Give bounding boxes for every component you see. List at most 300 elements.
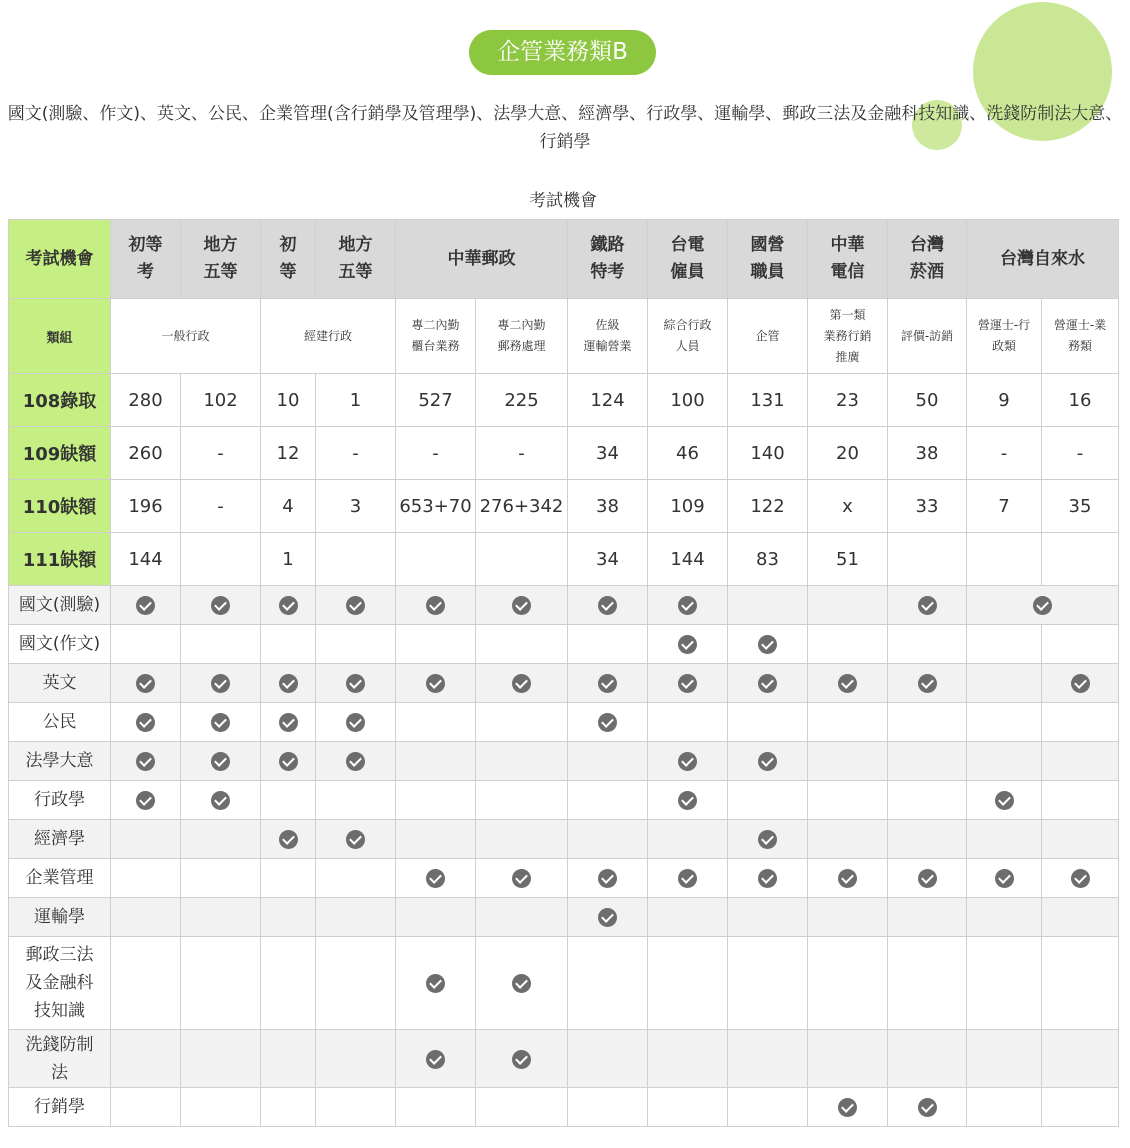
year-value-cell: 140 [728, 427, 808, 480]
subject-check-cell [808, 1030, 888, 1088]
subject-check-cell [476, 1088, 568, 1127]
subject-check-cell [967, 859, 1042, 898]
subject-check-cell [648, 859, 728, 898]
subject-label: 郵政三法 及金融科 技知識 [9, 937, 111, 1030]
subject-check-cell [967, 820, 1042, 859]
year-row [9, 427, 1119, 480]
subject-check-cell [316, 859, 396, 898]
year-label: 110缺額 [9, 480, 111, 533]
subject-check-cell [568, 703, 648, 742]
subject-check-cell [1042, 1088, 1119, 1127]
subject-check-cell [316, 781, 396, 820]
year-value-cell: 16 [1042, 374, 1119, 427]
subject-check-cell [316, 1030, 396, 1088]
subject-check-cell [111, 937, 181, 1030]
subject-check-cell [568, 820, 648, 859]
subject-check-cell [396, 937, 476, 1030]
check-circle-icon [758, 830, 777, 849]
subject-row [9, 664, 1119, 703]
subject-check-cell [728, 820, 808, 859]
subject-check-cell [568, 1030, 648, 1088]
subject-row [9, 859, 1119, 898]
year-value-cell [967, 533, 1042, 586]
subject-check-cell [261, 586, 316, 625]
subject-check-cell [728, 1030, 808, 1088]
exam-header: 國營 職員 [728, 220, 808, 299]
year-value-cell [888, 533, 967, 586]
year-value-cell [476, 533, 568, 586]
year-value-cell: 225 [476, 374, 568, 427]
subject-check-cell [728, 586, 808, 625]
table-caption: 考試機會 [529, 191, 597, 211]
subject-check-cell [476, 859, 568, 898]
subject-check-cell [728, 898, 808, 937]
year-value-cell: 4 [261, 480, 316, 533]
group-label: 類組 [9, 299, 111, 374]
year-value-cell: 7 [967, 480, 1042, 533]
group-cell: 佐級 運輸營業 [568, 299, 648, 374]
year-value-cell: 38 [568, 480, 648, 533]
check-circle-icon [346, 674, 365, 693]
check-circle-icon [211, 713, 230, 732]
subject-check-cell [261, 742, 316, 781]
check-circle-icon [512, 869, 531, 888]
group-row [9, 299, 1119, 374]
subject-check-cell [396, 820, 476, 859]
subject-check-cell [1042, 664, 1119, 703]
check-circle-icon [838, 1098, 857, 1117]
subject-check-cell [648, 898, 728, 937]
subject-check-cell [648, 703, 728, 742]
subject-check-cell [476, 781, 568, 820]
check-circle-icon [995, 791, 1014, 810]
check-circle-icon [918, 674, 937, 693]
subject-check-cell [888, 937, 967, 1030]
year-value-cell: 131 [728, 374, 808, 427]
year-row [9, 480, 1119, 533]
subject-check-cell [1042, 859, 1119, 898]
subject-row [9, 898, 1119, 937]
subject-check-cell [476, 898, 568, 937]
subject-check-cell [1042, 703, 1119, 742]
subject-check-cell [316, 820, 396, 859]
subject-check-cell [1042, 1030, 1119, 1088]
subject-check-cell [181, 1030, 261, 1088]
exam-header-row [9, 220, 1119, 299]
year-value-cell: - [181, 427, 261, 480]
subject-check-cell [888, 625, 967, 664]
subject-check-cell [261, 664, 316, 703]
subject-check-cell [316, 664, 396, 703]
check-circle-icon [598, 869, 617, 888]
check-circle-icon [136, 596, 155, 615]
year-value-cell [1042, 533, 1119, 586]
subject-row [9, 937, 1119, 1030]
check-circle-icon [678, 596, 697, 615]
year-value-cell: 122 [728, 480, 808, 533]
subject-check-cell [967, 1088, 1042, 1127]
subject-check-cell [808, 781, 888, 820]
subject-check-cell [888, 664, 967, 703]
year-value-cell: x [808, 480, 888, 533]
subject-check-cell [568, 742, 648, 781]
subject-check-cell [396, 1030, 476, 1088]
group-cell: 評價-訪銷 [888, 299, 967, 374]
subject-check-cell [181, 586, 261, 625]
subject-check-cell [648, 820, 728, 859]
year-value-cell: 1 [316, 374, 396, 427]
exam-header: 鐵路 特考 [568, 220, 648, 299]
check-circle-icon [211, 752, 230, 771]
subject-check-cell [261, 703, 316, 742]
year-value-cell: 280 [111, 374, 181, 427]
check-circle-icon [918, 596, 937, 615]
year-row [9, 374, 1119, 427]
subject-check-cell [808, 742, 888, 781]
subject-check-cell [1042, 937, 1119, 1030]
year-row [9, 533, 1119, 586]
subject-list: 國文(測驗、作文)、英文、公民、企業管理(含行銷學及管理學)、法學大意、經濟學、行政學、運輸學、郵政三法及金融科技知識、洗錢防制法大意、行銷學 [7, 104, 1123, 152]
subject-check-cell [888, 898, 967, 937]
check-circle-icon [426, 596, 445, 615]
subject-check-cell [111, 625, 181, 664]
check-circle-icon [758, 674, 777, 693]
subject-row [9, 625, 1119, 664]
subject-check-cell [648, 1088, 728, 1127]
subject-check-cell [476, 937, 568, 1030]
year-value-cell [316, 533, 396, 586]
subject-check-cell [316, 898, 396, 937]
subject-check-cell [396, 664, 476, 703]
subject-check-cell [476, 742, 568, 781]
subject-check-cell [111, 1030, 181, 1088]
subject-check-cell [181, 820, 261, 859]
check-circle-icon [1071, 674, 1090, 693]
subject-check-cell [888, 1088, 967, 1127]
check-circle-icon [758, 869, 777, 888]
subject-check-cell [476, 820, 568, 859]
year-value-cell: 34 [568, 533, 648, 586]
exam-header: 台灣自來水 [967, 220, 1119, 299]
subject-check-cell [568, 1088, 648, 1127]
exam-header: 地方 五等 [316, 220, 396, 299]
subject-check-cell [888, 859, 967, 898]
subject-check-cell [1042, 625, 1119, 664]
group-cell: 營運士-行 政類 [967, 299, 1042, 374]
subject-check-cell [568, 586, 648, 625]
subject-check-cell [476, 703, 568, 742]
check-circle-icon [136, 752, 155, 771]
group-cell: 專二內勤 郵務處理 [476, 299, 568, 374]
subject-label: 法學大意 [9, 742, 111, 781]
year-value-cell: 276+342 [476, 480, 568, 533]
check-circle-icon [426, 1050, 445, 1069]
subject-check-cell [396, 703, 476, 742]
subject-check-cell [476, 586, 568, 625]
subject-check-cell [111, 859, 181, 898]
subject-label: 運輸學 [9, 898, 111, 937]
year-value-cell: 10 [261, 374, 316, 427]
year-value-cell: 124 [568, 374, 648, 427]
subject-check-cell [476, 1030, 568, 1088]
subject-row [9, 820, 1119, 859]
subject-check-cell [728, 937, 808, 1030]
subject-check-cell [648, 781, 728, 820]
check-circle-icon [279, 830, 298, 849]
exam-header: 台灣 菸酒 [888, 220, 967, 299]
subject-check-cell [1042, 898, 1119, 937]
subject-check-cell [1042, 742, 1119, 781]
year-value-cell: 35 [1042, 480, 1119, 533]
subject-check-cell [728, 664, 808, 703]
group-cell: 第一類 業務行銷 推廣 [808, 299, 888, 374]
group-cell: 一般行政 [111, 299, 261, 374]
subject-check-cell [568, 625, 648, 664]
check-circle-icon [211, 596, 230, 615]
subject-check-cell [648, 625, 728, 664]
year-value-cell: 20 [808, 427, 888, 480]
year-value-cell: - [316, 427, 396, 480]
subject-check-cell [111, 781, 181, 820]
year-value-cell: 83 [728, 533, 808, 586]
check-circle-icon [995, 869, 1014, 888]
subject-check-cell [648, 586, 728, 625]
year-value-cell: 50 [888, 374, 967, 427]
subject-check-cell [261, 1088, 316, 1127]
exam-header: 台電 僱員 [648, 220, 728, 299]
subject-check-cell [1042, 781, 1119, 820]
year-value-cell: 38 [888, 427, 967, 480]
subject-label: 行銷學 [9, 1088, 111, 1127]
group-cell: 綜合行政 人員 [648, 299, 728, 374]
check-circle-icon [598, 674, 617, 693]
subject-check-cell [568, 664, 648, 703]
year-value-cell: 144 [111, 533, 181, 586]
subject-check-cell [181, 898, 261, 937]
subject-check-cell [648, 664, 728, 703]
year-label: 108錄取 [9, 374, 111, 427]
subject-check-cell [111, 1088, 181, 1127]
subject-check-cell [261, 820, 316, 859]
subject-check-cell [808, 820, 888, 859]
year-value-cell: 12 [261, 427, 316, 480]
subject-check-cell [728, 1088, 808, 1127]
subject-label: 洗錢防制 法 [9, 1030, 111, 1088]
subject-check-cell [808, 625, 888, 664]
subject-check-cell [396, 859, 476, 898]
subject-check-cell [808, 859, 888, 898]
subject-check-cell [728, 859, 808, 898]
subject-check-cell [181, 625, 261, 664]
subject-label: 公民 [9, 703, 111, 742]
check-circle-icon [1033, 596, 1052, 615]
subject-label: 經濟學 [9, 820, 111, 859]
exam-opportunity-table [8, 219, 1119, 1127]
subject-check-cell [728, 781, 808, 820]
check-circle-icon [512, 1050, 531, 1069]
year-value-cell: 46 [648, 427, 728, 480]
subject-check-cell [728, 625, 808, 664]
year-label: 111缺額 [9, 533, 111, 586]
subject-check-cell [396, 898, 476, 937]
check-circle-icon [136, 791, 155, 810]
subject-check-cell [967, 937, 1042, 1030]
check-circle-icon [426, 869, 445, 888]
subject-check-cell [316, 1088, 396, 1127]
subject-check-cell [111, 820, 181, 859]
subject-check-cell [181, 742, 261, 781]
check-circle-icon [512, 974, 531, 993]
check-circle-icon [211, 791, 230, 810]
check-circle-icon [598, 713, 617, 732]
check-circle-icon [758, 752, 777, 771]
check-circle-icon [346, 752, 365, 771]
subject-check-cell [316, 937, 396, 1030]
subject-check-cell [396, 1088, 476, 1127]
subject-check-cell [1042, 820, 1119, 859]
check-circle-icon [678, 674, 697, 693]
year-value-cell: 527 [396, 374, 476, 427]
exam-header: 中華 電信 [808, 220, 888, 299]
subject-check-cell [316, 586, 396, 625]
subject-check-cell [181, 664, 261, 703]
year-value-cell [396, 533, 476, 586]
subject-check-cell [888, 703, 967, 742]
check-circle-icon [918, 869, 937, 888]
subject-check-cell [568, 781, 648, 820]
check-circle-icon [426, 674, 445, 693]
subject-check-cell [111, 664, 181, 703]
subject-label: 企業管理 [9, 859, 111, 898]
subject-check-cell [648, 742, 728, 781]
subject-check-cell [888, 781, 967, 820]
year-value-cell: 51 [808, 533, 888, 586]
subject-label: 英文 [9, 664, 111, 703]
corner-label: 考試機會 [9, 220, 111, 299]
check-circle-icon [346, 713, 365, 732]
year-value-cell: 109 [648, 480, 728, 533]
year-value-cell: 144 [648, 533, 728, 586]
subject-check-cell [888, 820, 967, 859]
year-value-cell: - [181, 480, 261, 533]
check-circle-icon [211, 674, 230, 693]
year-value-cell: - [396, 427, 476, 480]
subject-check-cell [967, 781, 1042, 820]
check-circle-icon [346, 596, 365, 615]
check-circle-icon [918, 1098, 937, 1117]
subject-check-cell [728, 742, 808, 781]
subject-check-cell [808, 1088, 888, 1127]
subject-check-cell [967, 898, 1042, 937]
year-value-cell: 1 [261, 533, 316, 586]
exam-header: 地方 五等 [181, 220, 261, 299]
year-value-cell: 653+70 [396, 480, 476, 533]
subject-check-cell [396, 781, 476, 820]
check-circle-icon [838, 674, 857, 693]
subject-label: 國文(測驗) [9, 586, 111, 625]
subject-check-cell [967, 742, 1042, 781]
subject-row [9, 781, 1119, 820]
subject-check-cell [568, 937, 648, 1030]
subject-check-cell [808, 664, 888, 703]
check-circle-icon [512, 596, 531, 615]
year-value-cell: 23 [808, 374, 888, 427]
subject-check-cell [648, 1030, 728, 1088]
year-value-cell: 100 [648, 374, 728, 427]
subject-check-cell [181, 937, 261, 1030]
subject-check-cell [568, 898, 648, 937]
check-circle-icon [678, 635, 697, 654]
subject-check-cell [396, 586, 476, 625]
subject-row [9, 1088, 1119, 1127]
subject-check-cell [888, 586, 967, 625]
subject-check-cell [261, 937, 316, 1030]
subject-check-cell [888, 742, 967, 781]
check-circle-icon [136, 674, 155, 693]
exam-header: 初 等 [261, 220, 316, 299]
subject-check-cell [967, 664, 1042, 703]
check-circle-icon [346, 830, 365, 849]
year-value-cell: - [967, 427, 1042, 480]
subject-label: 國文(作文) [9, 625, 111, 664]
year-value-cell: - [476, 427, 568, 480]
subject-check-cell [967, 703, 1042, 742]
subject-check-cell [396, 625, 476, 664]
subject-check-cell [476, 664, 568, 703]
subject-check-cell [261, 625, 316, 664]
check-circle-icon [426, 974, 445, 993]
group-cell: 營運士-業 務類 [1042, 299, 1119, 374]
subject-check-cell [181, 859, 261, 898]
subject-check-cell [967, 1030, 1042, 1088]
exam-header: 初等 考 [111, 220, 181, 299]
check-circle-icon [758, 635, 777, 654]
subject-row [9, 1030, 1119, 1088]
subject-check-cell [261, 859, 316, 898]
year-value-cell: 33 [888, 480, 967, 533]
year-value-cell: 196 [111, 480, 181, 533]
subject-check-cell [808, 703, 888, 742]
subject-check-cell [396, 742, 476, 781]
check-circle-icon [279, 713, 298, 732]
subject-check-cell [111, 703, 181, 742]
year-value-cell: - [1042, 427, 1119, 480]
page-title: 企管業務類B [469, 30, 656, 75]
year-label: 109缺額 [9, 427, 111, 480]
subject-check-cell [261, 781, 316, 820]
subject-check-cell [808, 937, 888, 1030]
subject-check-cell [967, 586, 1119, 625]
check-circle-icon [136, 713, 155, 732]
subject-check-cell [316, 703, 396, 742]
year-value-cell: 3 [316, 480, 396, 533]
subject-check-cell [316, 742, 396, 781]
subject-check-cell [568, 859, 648, 898]
exam-header: 中華郵政 [396, 220, 568, 299]
subject-row [9, 703, 1119, 742]
subject-check-cell [181, 703, 261, 742]
year-value-cell: 102 [181, 374, 261, 427]
subject-label: 行政學 [9, 781, 111, 820]
subject-check-cell [261, 1030, 316, 1088]
subject-check-cell [808, 898, 888, 937]
year-value-cell: 34 [568, 427, 648, 480]
group-cell: 專二內勤 櫃台業務 [396, 299, 476, 374]
check-circle-icon [512, 674, 531, 693]
subject-check-cell [888, 1030, 967, 1088]
subject-check-cell [111, 742, 181, 781]
subject-check-cell [476, 625, 568, 664]
